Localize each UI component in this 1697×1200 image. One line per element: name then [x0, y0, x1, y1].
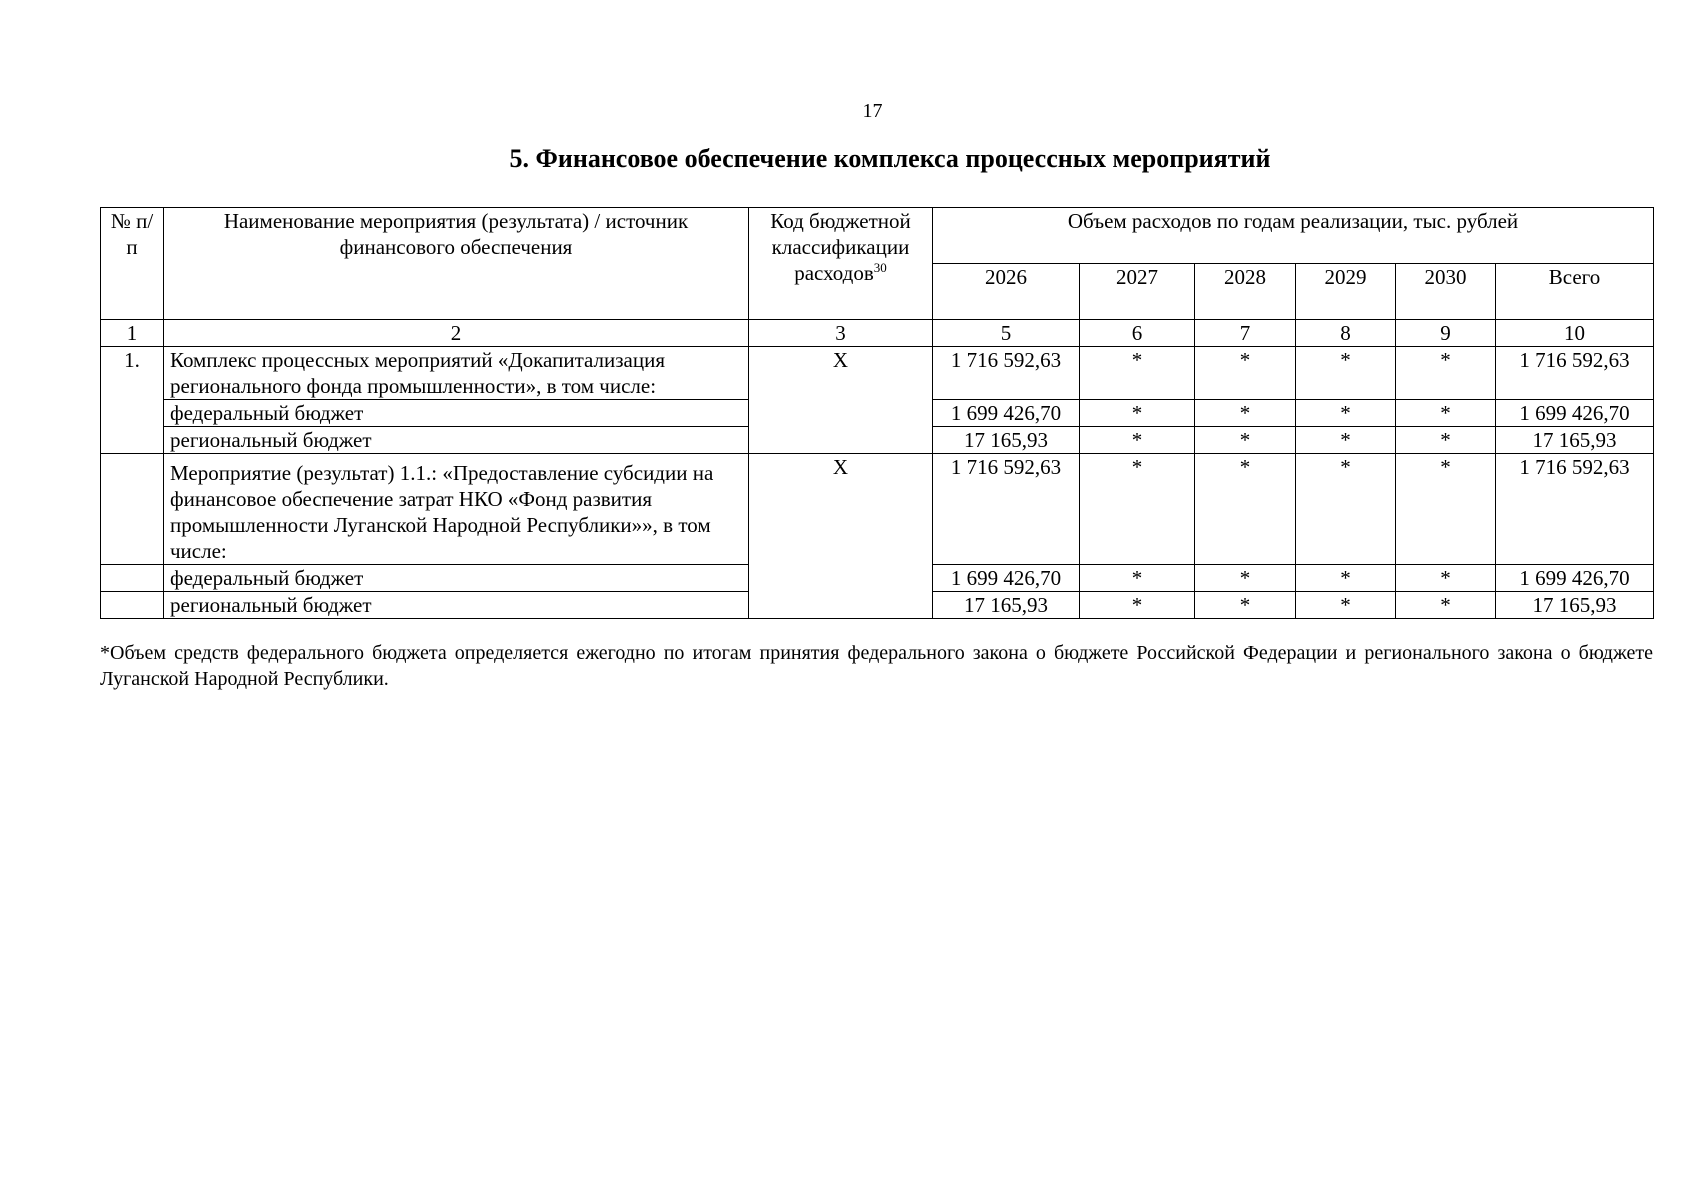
value-2029: *	[1296, 427, 1396, 454]
value-2030: *	[1396, 592, 1496, 619]
value-2029: *	[1296, 592, 1396, 619]
numbering-row	[101, 320, 1654, 347]
col-number: 8	[1296, 320, 1396, 347]
budget-code: Х	[749, 454, 933, 619]
value-2029: *	[1296, 454, 1396, 565]
budget-code: Х	[749, 347, 933, 454]
row-number-empty	[101, 592, 164, 619]
funding-source: федеральный бюджет	[164, 400, 749, 427]
value-2029: *	[1296, 565, 1396, 592]
header-year: 2030	[1396, 264, 1496, 320]
footnote: *Объем средств федерального бюджета определяется ежегодно по итогам принятия федерального закона о бюджете Российской Федерации и регионального закона о бюджете Луганской Народной Республики.	[100, 642, 1653, 690]
col-number: 2	[164, 320, 749, 347]
value-2028: *	[1195, 427, 1296, 454]
header-volume: Объем расходов по годам реализации, тыс. рублей	[933, 208, 1654, 264]
value-2030: *	[1396, 347, 1496, 400]
value-2027: *	[1080, 347, 1195, 400]
col-number: 3	[749, 320, 933, 347]
page-number: 17	[862, 100, 883, 122]
value-2026: 1 699 426,70	[933, 565, 1080, 592]
value-total: 17 165,93	[1496, 427, 1654, 454]
col-number: 1	[101, 320, 164, 347]
value-2028: *	[1195, 347, 1296, 400]
value-2027: *	[1080, 427, 1195, 454]
value-2027: *	[1080, 592, 1195, 619]
funding-source: региональный бюджет	[164, 592, 749, 619]
value-2026: 17 165,93	[933, 592, 1080, 619]
table-row	[101, 454, 1654, 565]
section-title: 5. Финансовое обеспечение комплекса процессных мероприятий	[509, 144, 1271, 173]
activity-name: Мероприятие (результат) 1.1.: «Предоставление субсидии на финансовое обеспечение затрат НКО «Фонд развития промышленности Луганской Народной Республики»», в том числе:	[164, 454, 749, 565]
financing-table	[100, 207, 1654, 619]
header-year: 2028	[1195, 264, 1296, 320]
value-2030: *	[1396, 400, 1496, 427]
table-row	[101, 347, 1654, 400]
col-number: 5	[933, 320, 1080, 347]
value-total: 1 699 426,70	[1496, 400, 1654, 427]
value-2026: 1 716 592,63	[933, 454, 1080, 565]
value-2028: *	[1195, 400, 1296, 427]
value-2029: *	[1296, 400, 1396, 427]
header-year: 2027	[1080, 264, 1195, 320]
row-number: 1.	[101, 347, 164, 454]
value-2026: 1 716 592,63	[933, 347, 1080, 400]
row-number-empty	[101, 565, 164, 592]
value-total: 1 716 592,63	[1496, 454, 1654, 565]
value-2027: *	[1080, 400, 1195, 427]
value-2028: *	[1195, 454, 1296, 565]
header-budget-code	[749, 208, 933, 320]
value-2027: *	[1080, 454, 1195, 565]
footnote-ref: 30	[873, 260, 887, 275]
funding-source: региональный бюджет	[164, 427, 749, 454]
header-year: 2029	[1296, 264, 1396, 320]
header-budget-code-label: Код бюджетной классификации расходов	[770, 209, 911, 285]
row-number	[101, 454, 164, 565]
value-2030: *	[1396, 454, 1496, 565]
value-2027: *	[1080, 565, 1195, 592]
col-number: 9	[1396, 320, 1496, 347]
header-total: Всего	[1496, 264, 1654, 320]
activity-name: Комплекс процессных мероприятий «Докапитализация регионального фонда промышленности», в том числе:	[164, 347, 749, 400]
funding-source: федеральный бюджет	[164, 565, 749, 592]
col-number: 6	[1080, 320, 1195, 347]
value-2026: 17 165,93	[933, 427, 1080, 454]
value-total: 1 699 426,70	[1496, 565, 1654, 592]
value-2026: 1 699 426,70	[933, 400, 1080, 427]
value-2029: *	[1296, 347, 1396, 400]
header-year: 2026	[933, 264, 1080, 320]
col-number: 10	[1496, 320, 1654, 347]
value-total: 1 716 592,63	[1496, 347, 1654, 400]
value-2030: *	[1396, 565, 1496, 592]
value-2028: *	[1195, 565, 1296, 592]
value-2030: *	[1396, 427, 1496, 454]
value-total: 17 165,93	[1496, 592, 1654, 619]
col-number: 7	[1195, 320, 1296, 347]
header-name: Наименование мероприятия (результата) / источник финансового обеспечения	[164, 208, 749, 320]
header-row	[101, 208, 1654, 264]
header-number: № п/п	[101, 208, 164, 320]
value-2028: *	[1195, 592, 1296, 619]
